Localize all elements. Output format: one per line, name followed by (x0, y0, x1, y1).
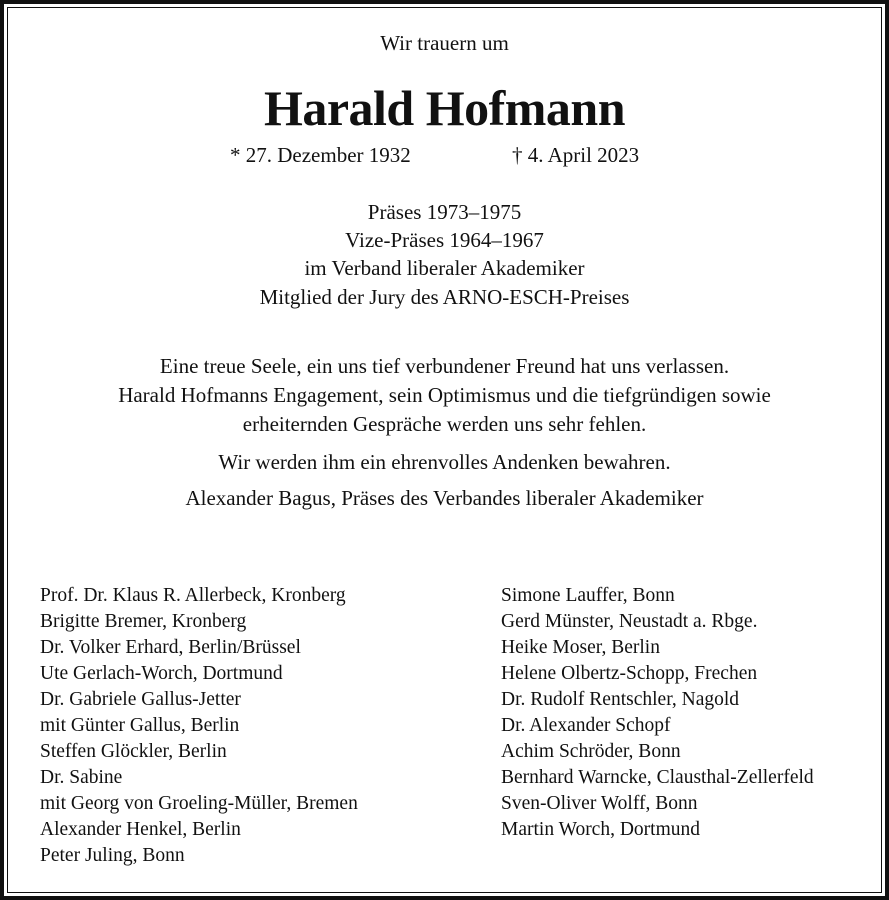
message-line: erheiternden Gespräche werden uns sehr fehlen. (242, 412, 647, 436)
role-line: Vize-Präses 1964–1967 (345, 228, 544, 252)
mourner: Helene Olbertz-Schopp, Frechen (501, 663, 758, 684)
role-line: Präses 1973–1975 (367, 200, 522, 224)
intro-text: Wir trauern um (380, 31, 509, 55)
mourner: mit Günter Gallus, Berlin (40, 715, 240, 736)
role-line: Mitglied der Jury des ARNO-ESCH-Preises (259, 285, 630, 309)
closing-line: Wir werden ihm ein ehrenvolles Andenken bewahren. (218, 450, 671, 474)
mourner: Steffen Glöckler, Berlin (40, 741, 227, 762)
mourners-right-column (501, 583, 814, 843)
mourner: Dr. Sabine (40, 767, 123, 788)
mourner: Peter Juling, Bonn (40, 845, 185, 866)
message-line: Eine treue Seele, ein uns tief verbundener Freund hat uns verlassen. (159, 354, 730, 378)
message-line: Harald Hofmanns Engagement, sein Optimismus und die tiefgründigen sowie (118, 383, 771, 407)
mourner: Dr. Alexander Schopf (501, 715, 671, 736)
deceased-name: Harald Hofmann (263, 80, 626, 136)
mourner: Dr. Gabriele Gallus-Jetter (40, 689, 241, 710)
mourners-left-column (40, 583, 358, 869)
mourner: Sven-Oliver Wolff, Bonn (501, 793, 698, 814)
mourner: Heike Moser, Berlin (501, 637, 660, 658)
signature-line: Alexander Bagus, Präses des Verbandes liberaler Akademiker (185, 486, 704, 510)
mourner: Prof. Dr. Klaus R. Allerbeck, Kronberg (40, 585, 346, 606)
mourner: Bernhard Warncke, Clausthal-Zellerfeld (501, 767, 814, 788)
mourner: Martin Worch, Dortmund (501, 819, 700, 840)
mourner: Brigitte Bremer, Kronberg (40, 611, 247, 632)
mourner: Gerd Münster, Neustadt a. Rbge. (501, 611, 758, 632)
mourner: Ute Gerlach-Worch, Dortmund (40, 663, 283, 684)
mourner: Dr. Volker Erhard, Berlin/Brüssel (40, 637, 301, 658)
mourner: Simone Lauffer, Bonn (501, 585, 675, 606)
mourner: Alexander Henkel, Berlin (40, 819, 241, 840)
birth-date: * 27. Dezember 1932 (230, 143, 411, 167)
mourner: mit Georg von Groeling-Müller, Bremen (40, 793, 358, 814)
mourner: Achim Schröder, Bonn (501, 741, 681, 762)
mourner: Dr. Rudolf Rentschler, Nagold (501, 689, 740, 710)
death-date: † 4. April 2023 (512, 143, 640, 167)
role-line: im Verband liberaler Akademiker (304, 256, 585, 280)
